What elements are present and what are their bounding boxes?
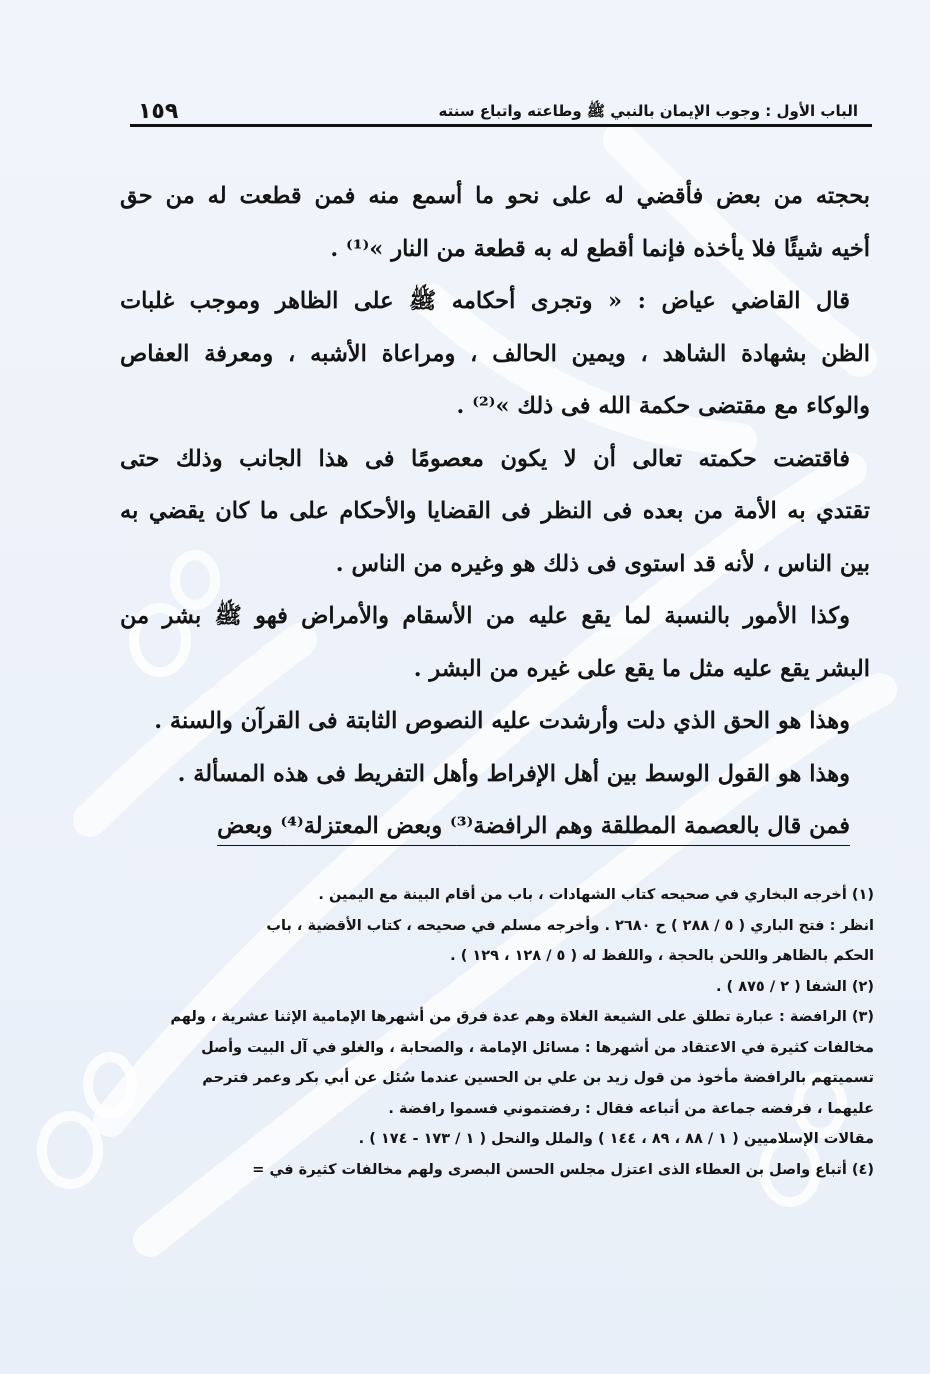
text-line: وهذا هو القول الوسط بين أهل الإفراط وأهل التفريط فى هذه المسألة .: [177, 760, 850, 787]
footnotes: [112, 880, 874, 1185]
text-line: فاقتضت حكمته تعالى أن لا يكون معصومًا فى هذا الجانب وذلك حتى: [120, 445, 850, 472]
footnote-line: مقالات الإسلاميين ( ١ / ٨٨ ، ٨٩ ، ١٤٤ ) والملل والنحل ( ١ / ١٧٣ - ١٧٤ ) .: [358, 1131, 874, 1147]
footnote-line: (٤) أتباع واصل بن العطاء الذى اعتزل مجلس الحسن البصرى ولهم مخالفات كثيرة في =: [252, 1161, 874, 1178]
text-line: الظن بشهادة الشاهد ، ويمين الحالف ، ومراعاة الأشبه ، ومعرفة العفاص: [120, 340, 870, 367]
footnote-line: تسميتهم بالرافضة مأخوذ من قول زيد بن علي بن الحسين عندما سُئل عن أبي بكر وعمر فترحم: [202, 1070, 874, 1086]
text-line: تقتدي به الأمة من بعده فى النظر فى القضايا والأحكام على ما كان يقضي به: [120, 498, 870, 524]
footnote-line: (٢) الشفا ( ٢ / ٨٧٥ ) .: [715, 978, 874, 995]
text-line: والوكاء مع مقتضى حكمة الله فى ذلك »⁽²⁾ .: [456, 393, 870, 419]
running-title: الباب الأول : وجوب الإيمان بالنبي ﷺ وطاعته واتباع سنته: [438, 102, 858, 120]
text-line: أخيه شيئًا فلا يأخذه فإنما أقطع له به قطعة من النار »⁽¹⁾ .: [330, 235, 870, 262]
text-line: بحجته من بعض فأقضي له على نحو ما أسمع منه فمن قطعت له من حق: [120, 183, 870, 209]
text-line: البشر يقع عليه مثل ما يقع على غيره من البشر .: [413, 655, 870, 682]
main-text: [120, 170, 870, 853]
footnote-line: الحكم بالظاهر واللحن بالحجة ، واللفظ له ( ٥ / ١٢٨ ، ١٢٩ ) .: [450, 948, 874, 964]
footnote-line: مخالفات كثيرة في الاعتقاد من أشهرها : مسائل الإمامة ، والصحابة ، والغلو في آل البيت وأصل: [201, 1039, 874, 1056]
footnote-line: (١) أخرجه البخاري في صحيحه كتاب الشهادات ، باب من أقام البينة مع اليمين .: [318, 887, 874, 903]
page-number: ١٥٩: [138, 99, 179, 124]
text-line: وهذا هو الحق الذي دلت وأرشدت عليه النصوص الثابتة فى القرآن والسنة .: [154, 708, 850, 734]
running-header: [130, 88, 872, 124]
text-line: فمن قال بالعصمة المطلقة وهم الرافضة⁽³⁾ وبعض المعتزلة⁽⁴⁾ وبعض: [217, 813, 850, 839]
footnote-line: (٣) الرافضة : عبارة تطلق على الشيعة الغلاة وهم عدة فرق من أشهرها الإمامية الإثنا عشرية ، ولهم: [170, 1009, 874, 1025]
text-line: قال القاضي عياض : « وتجرى أحكامه ﷺ على الظاهر وموجب غلبات: [120, 288, 850, 314]
footnote-line: انظر : فتح الباري ( ٥ / ٢٨٨ ) ح ٢٦٨٠ . وأخرجه مسلم في صحيحه ، كتاب الأقضية ، باب: [266, 917, 874, 934]
header-rule: [130, 124, 872, 127]
text-line: بين الناس ، لأنه قد استوى فى ذلك هو وغيره من الناس .: [335, 550, 870, 577]
text-line: وكذا الأمور بالنسبة لما يقع عليه من الأسقام والأمراض فهو ﷺ بشر من: [120, 603, 850, 629]
footnote-line: عليهما ، فرفضه جماعة من أتباعه فقال : رفضتموني فسموا رافضة .: [388, 1100, 874, 1117]
